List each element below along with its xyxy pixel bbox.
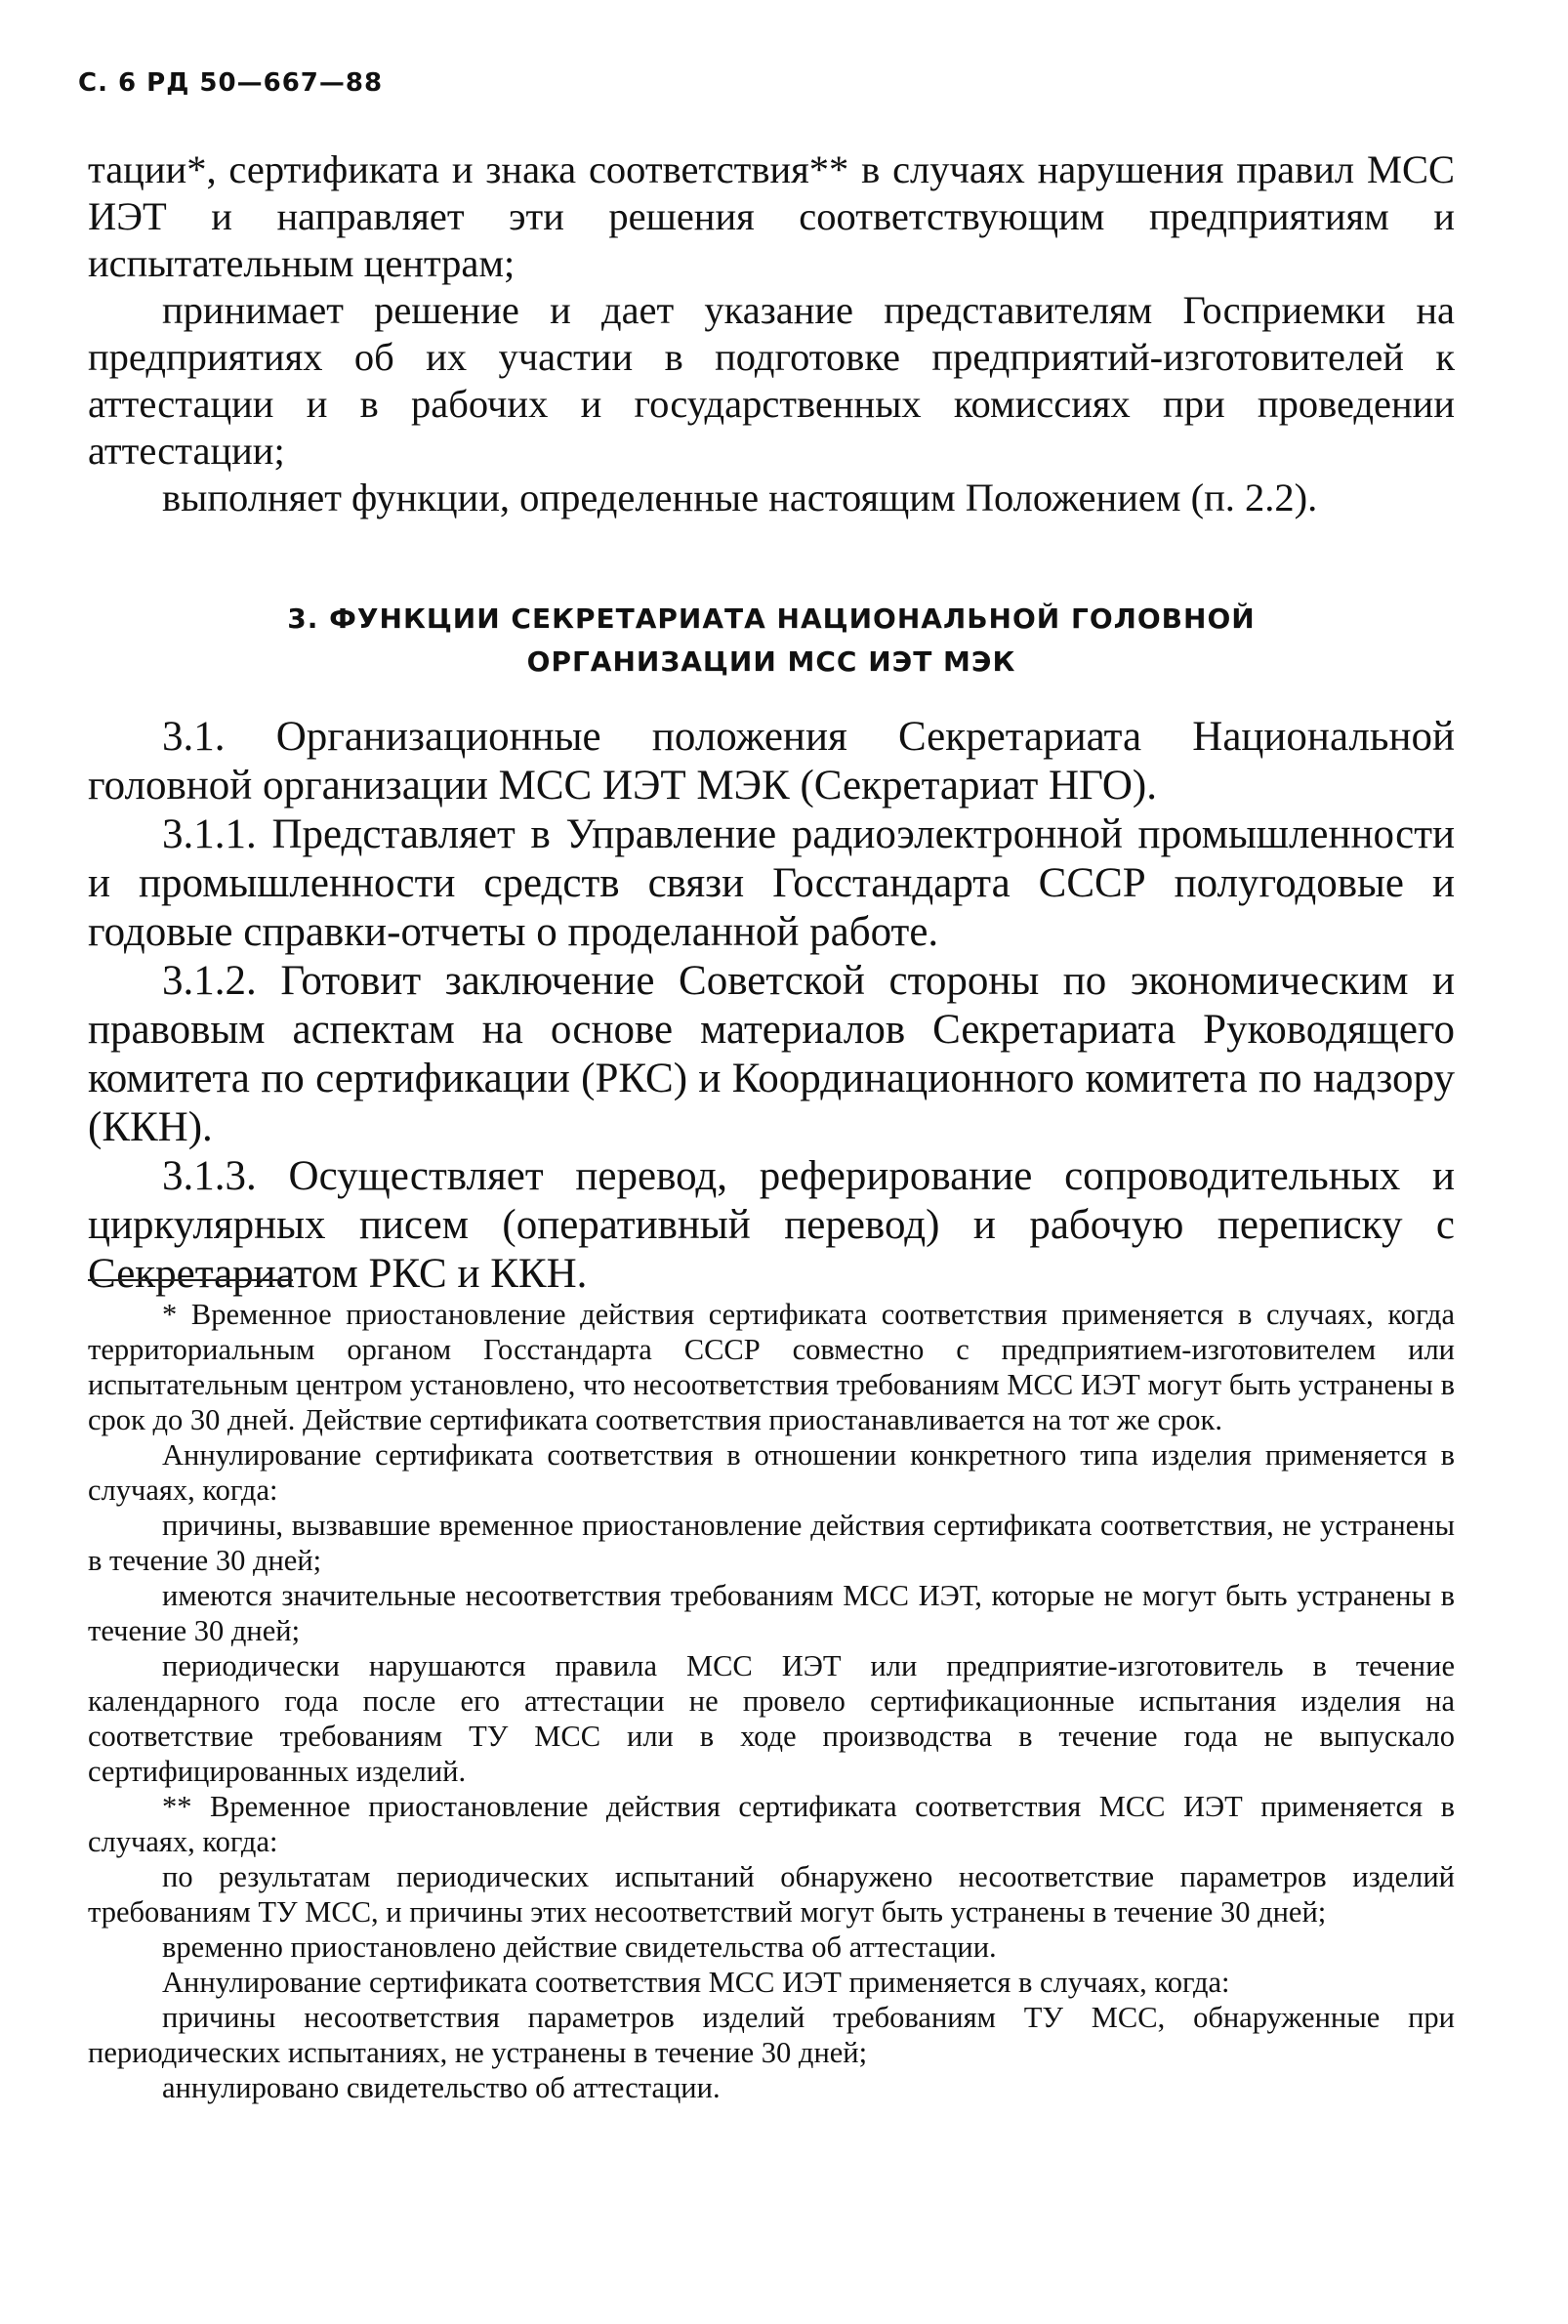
footnote-paragraph: * Временное приостановление действия сертификата соответствия применяется в случаях, когда территориальным органом Госстандарта СССР совместно с предприятием-изготовителем или испытательным центром установлено, что несоответствия требованиям МСС ИЭТ могут быть устранены в срок до 30 дней. Действие сертификата соответствия приостанавливается на тот же срок. <box>88 1298 1455 1436</box>
section-paragraph: 3.1.3. Осуществляет перевод, реферирование сопроводительных и циркулярных писем (оперативный перевод) и рабочую переписку с Секретариатом РКС и ККН. <box>88 1153 1455 1297</box>
footnote-paragraph: причины, вызвавшие временное приостановление действия сертификата соответствия, не устранены в течение 30 дней; <box>88 1509 1455 1577</box>
section-paragraph: 3.1.1. Представляет в Управление радиоэлектронной промышленности и промышленности средств связи Госстандарта СССР полугодовые и годовые справки-отчеты о проделанной работе. <box>88 811 1455 955</box>
footnote-paragraph: ** Временное приостановление действия сертификата соответствия МСС ИЭТ применяется в случаях, когда: <box>88 1790 1455 1858</box>
section-paragraph: 3.1.2. Готовит заключение Советской стороны по экономическим и правовым аспектам на основе материалов Секретариата Руководящего комитета по сертификации (РКС) и Координационного комитета по надзору (ККН). <box>88 958 1455 1150</box>
footnote-paragraph: периодически нарушаются правила МСС ИЭТ или предприятие-изготовитель в течение календарного года после его аттестации не провело сертификационные испытания изделия на соответствие требованиям ТУ МСС или в ходе производства в течение года не выпускало сертифицированных изделий. <box>88 1649 1455 1788</box>
footnote-divider <box>88 1279 293 1281</box>
footnote-paragraph: Аннулирование сертификата соответствия МСС ИЭТ применяется в случаях, когда: <box>162 1966 1230 1999</box>
intro-text <box>88 146 1455 521</box>
page-header: С. 6 РД 50—667—88 <box>78 68 384 98</box>
footnote-paragraph: по результатам периодических испытаний обнаружено несоответствие параметров изделий требованиям ТУ МСС, и причины этих несоответствий могут быть устранены в течение 30 дней; <box>88 1860 1455 1929</box>
section-heading <box>88 598 1455 684</box>
intro-paragraph: принимает решение и дает указание представителям Госприемки на предприятиях об их участии в подготовке предприятий-изготовителей к аттестации и в рабочих и государственных комиссиях при проведении аттестации; <box>88 288 1455 473</box>
intro-paragraph: выполняет функции, определенные настоящим Положением (п. 2.2). <box>162 476 1318 519</box>
footnote-paragraph: Аннулирование сертификата соответствия в отношении конкретного типа изделия применяется в случаях, когда: <box>88 1438 1455 1507</box>
section-text <box>88 713 1455 1299</box>
intro-paragraph: тации*, сертификата и знака соответствия** в случаях нарушения правил МСС ИЭТ и направляет эти решения соответствующим предприятиям и испытательным центрам; <box>88 147 1455 285</box>
section-heading-line: ОРГАНИЗАЦИИ МСС ИЭТ МЭК <box>526 645 1016 678</box>
section-heading-line: 3. ФУНКЦИИ СЕКРЕТАРИАТА НАЦИОНАЛЬНОЙ ГОЛОВНОЙ <box>287 602 1256 635</box>
section-paragraph: 3.1. Организационные положения Секретариата Национальной головной организации МСС ИЭТ МЭК (Секретариат НГО). <box>88 714 1455 809</box>
footnote-paragraph: имеются значительные несоответствия требованиям МСС ИЭТ, которые не могут быть устранены в течение 30 дней; <box>88 1579 1455 1647</box>
footnote-paragraph: причины несоответствия параметров изделий требованиям ТУ МСС, обнаруженные при периодических испытаниях, не устранены в течение 30 дней; <box>88 2001 1455 2069</box>
footnotes <box>88 1297 1455 2105</box>
footnote-paragraph: аннулировано свидетельство об аттестации. <box>162 2071 721 2104</box>
footnote-paragraph: временно приостановлено действие свидетельства об аттестации. <box>162 1930 997 1964</box>
